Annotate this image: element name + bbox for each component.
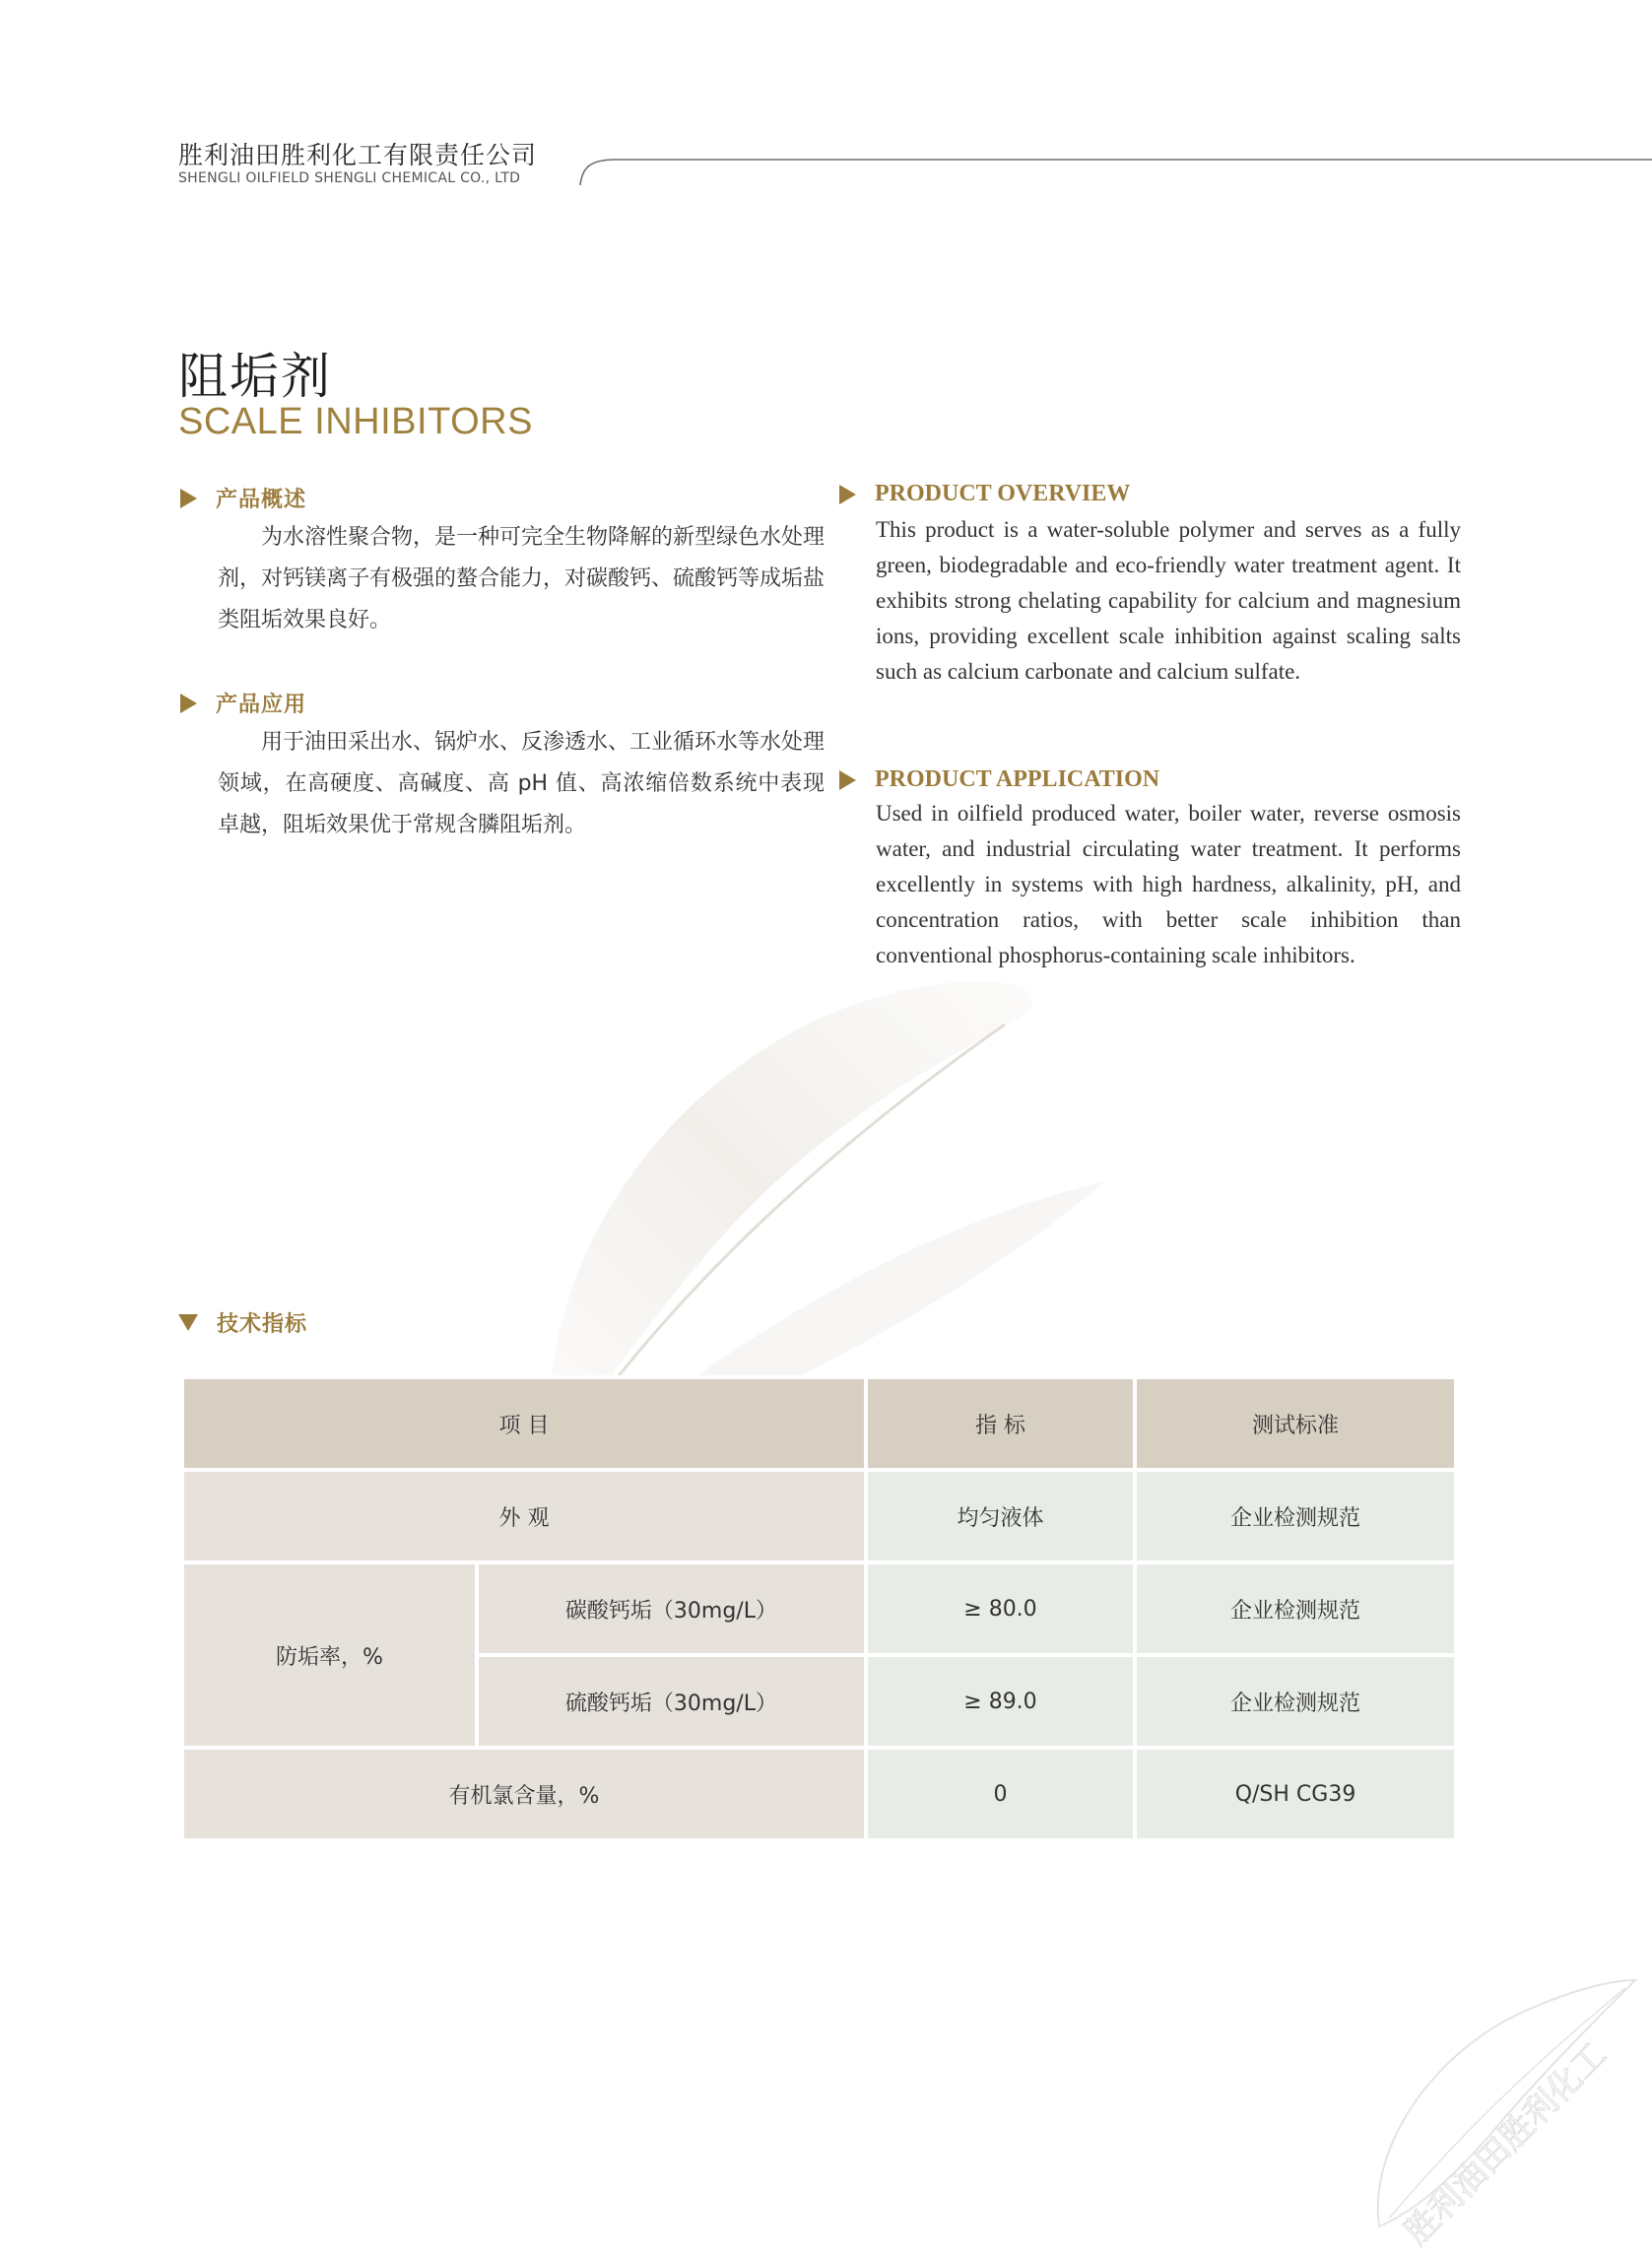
column-header-standard: 测试标准 xyxy=(1135,1377,1456,1470)
header-divider xyxy=(576,148,1652,187)
page-title-en: SCALE INHIBITORS xyxy=(178,401,533,442)
calcium-sulfate-standard: 企业检测规范 xyxy=(1135,1655,1456,1748)
appearance-value: 均匀液体 xyxy=(866,1470,1135,1562)
column-header-item: 项 目 xyxy=(182,1377,866,1470)
specs-heading xyxy=(178,1307,307,1338)
overview-en-heading-label: PRODUCT OVERVIEW xyxy=(875,481,1131,506)
calcium-carbonate-value: ≥ 80.0 xyxy=(866,1562,1135,1655)
triangle-right-icon xyxy=(180,489,197,508)
table-row xyxy=(182,1470,1456,1562)
application-en-body: Used in oilfield produced water, boiler water, reverse osmosis water, and industrial circulating water treatment. It performs excellently in systems with high hardness, alkalinity, pH, and concentration ratios, with better scale inhibition than conventional phosphorus-containing scale inhibitors. xyxy=(876,801,1461,967)
organic-chlorine-label: 有机氯含量，% xyxy=(182,1748,866,1840)
table-header-row xyxy=(182,1377,1456,1470)
application-en-heading xyxy=(839,766,1159,793)
calcium-carbonate-label: 碳酸钙垢（30mg/L） xyxy=(477,1562,866,1655)
organic-chlorine-standard: Q/SH CG39 xyxy=(1135,1748,1456,1840)
application-en-heading-label: PRODUCT APPLICATION xyxy=(875,766,1160,792)
application-cn-body: 用于油田采出水、锅炉水、反渗透水、工业循环水等水处理领域，在高硬度、高碱度、高 pH 值、高浓缩倍数系统中表现卓越，阻垢效果优于常规含膦阻垢剂。 xyxy=(218,730,826,837)
appearance-label: 外 观 xyxy=(182,1470,866,1562)
calcium-carbonate-standard: 企业检测规范 xyxy=(1135,1562,1456,1655)
overview-en-body: This product is a water-soluble polymer and serves as a fully green, biodegradable and eco-friendly water treatment agent. It exhibits strong chelating capability for calcium and magnesium ions, providing excellent scale inhibition against scaling salts such as calcium carbonate and calcium sulfate. xyxy=(876,517,1461,684)
calcium-sulfate-label: 硫酸钙垢（30mg/L） xyxy=(477,1655,866,1748)
page-title-cn: 阻垢剂 xyxy=(178,348,332,405)
table-row xyxy=(182,1748,1456,1840)
table-row xyxy=(182,1562,1456,1655)
scale-rate-label: 防垢率，% xyxy=(182,1562,477,1748)
overview-cn-heading xyxy=(180,483,306,513)
watermark-text: 胜利油田胜利化工 xyxy=(1397,2034,1615,2253)
company-name-cn: 胜利油田胜利化工有限责任公司 xyxy=(178,141,538,169)
triangle-right-icon xyxy=(839,770,856,790)
specs-table xyxy=(180,1375,1458,1842)
triangle-down-icon xyxy=(178,1314,198,1331)
triangle-right-icon xyxy=(180,694,197,713)
calcium-sulfate-value: ≥ 89.0 xyxy=(866,1655,1135,1748)
appearance-standard: 企业检测规范 xyxy=(1135,1470,1456,1562)
application-cn-heading xyxy=(180,688,306,718)
triangle-right-icon xyxy=(839,485,856,504)
overview-cn-heading-label: 产品概述 xyxy=(216,488,307,512)
organic-chlorine-value: 0 xyxy=(866,1748,1135,1840)
watermark-logo xyxy=(1359,1960,1652,2257)
specs-heading-label: 技术指标 xyxy=(217,1312,308,1337)
column-header-value: 指 标 xyxy=(866,1377,1135,1470)
company-name-en: SHENGLI OILFIELD SHENGLI CHEMICAL CO., LTD xyxy=(178,170,521,186)
application-cn-heading-label: 产品应用 xyxy=(216,693,307,717)
overview-cn-body: 为水溶性聚合物，是一种可完全生物降解的新型绿色水处理剂，对钙镁离子有极强的螯合能力，对碳酸钙、硫酸钙等成垢盐类阻垢效果良好。 xyxy=(218,525,826,632)
overview-en-heading xyxy=(839,481,1130,507)
